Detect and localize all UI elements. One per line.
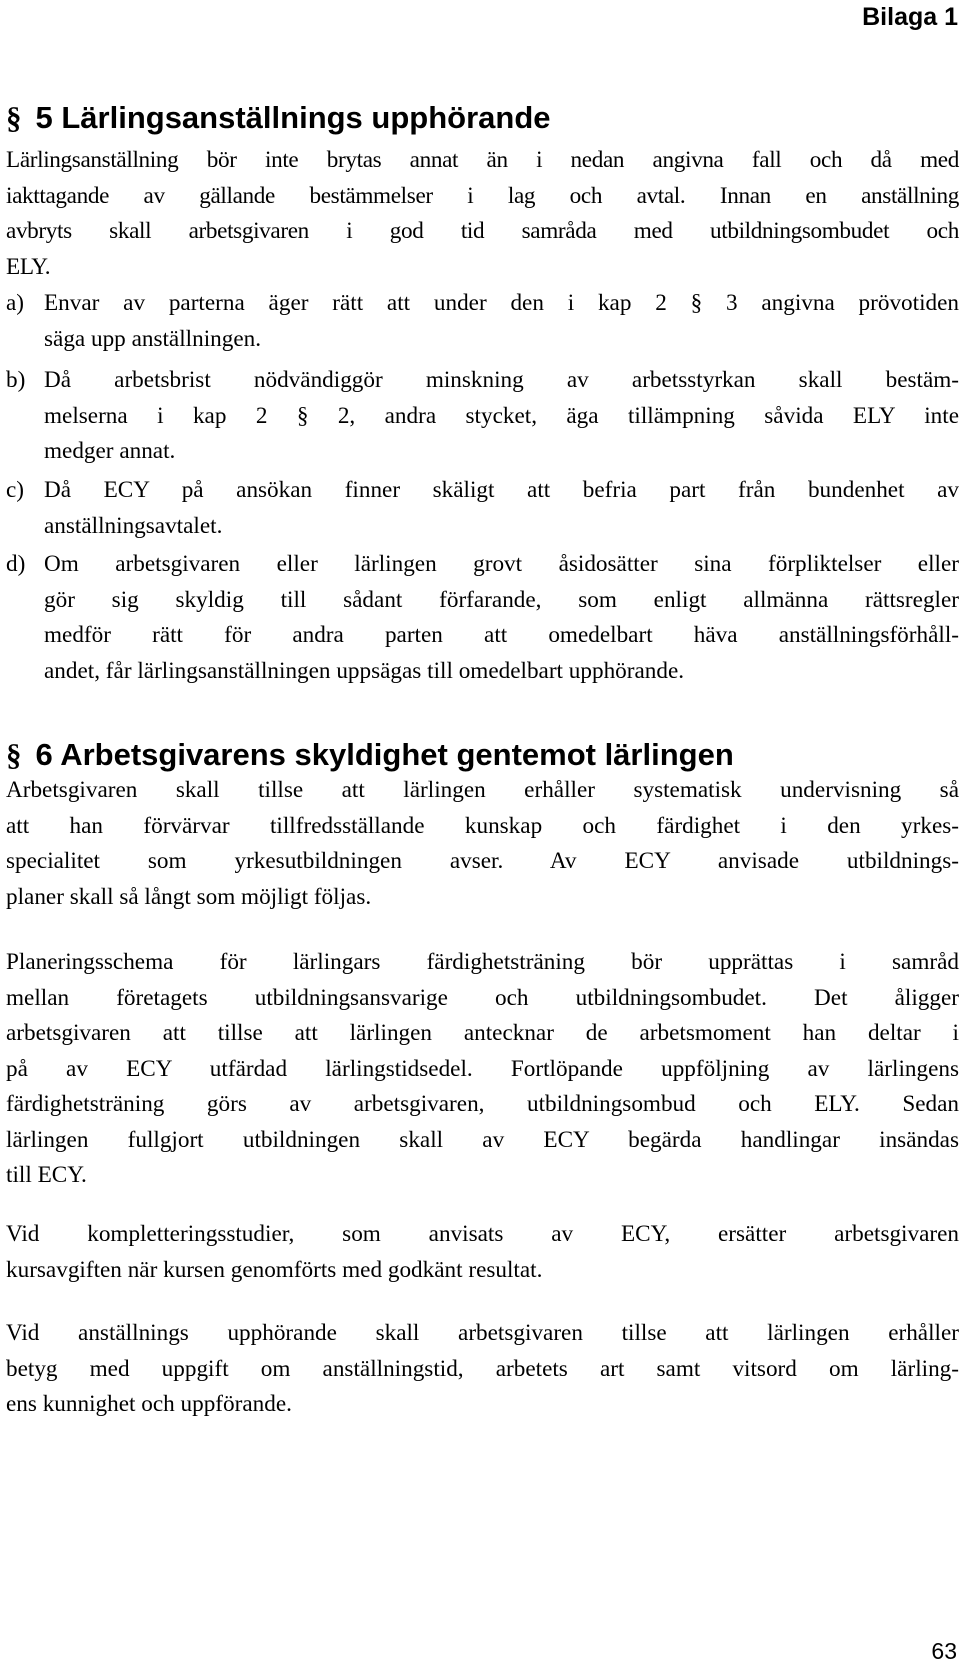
text-line: kursavgiften när kursen genomförts med godkänt resultat. [6, 1256, 543, 1283]
section-5-intro [6, 143, 959, 285]
text-line: på av ECY utfärdad lärlingstidsedel. Fortlöpande uppföljning av lärlingens [6, 1055, 959, 1082]
list-marker: c) [6, 477, 25, 503]
section-5-heading [6, 100, 551, 136]
text-line: arbetsgivaren att tillse att lärlingen antecknar de arbetsmoment han deltar i [6, 1020, 959, 1046]
text-line: färdighetsträning görs av arbetsgivaren, utbildningsombud och ELY. Sedan [6, 1091, 959, 1117]
text-line: Planeringsschema för lärlingars färdighetsträning bör upprättas i samråd [6, 949, 959, 975]
list-item-b [6, 363, 959, 470]
text-line: gör sig skyldig till sådant förfarande, som enligt allmänna rättsregler [44, 586, 959, 613]
section-6-paragraph-4 [6, 1316, 959, 1423]
text-line: Lärlingsanställning bör inte brytas annat än i nedan angivna fall och då med [6, 147, 959, 173]
text-line: melserna i kap 2 § 2, andra stycket, äga tillämpning såvida ELY inte [44, 402, 959, 429]
list-marker: d) [6, 551, 26, 577]
section-6-paragraph-2 [6, 945, 959, 1194]
list-item-c [6, 473, 959, 544]
text-line: ELY. [6, 253, 51, 280]
text-line: mellan företagets utbildningsansvarige och utbildningsombudet. Det åligger [6, 984, 959, 1011]
list-item-a [6, 286, 959, 357]
text-line: specialitet som yrkesutbildningen avser. Av ECY anvisade utbildnings- [6, 848, 959, 874]
text-line: Vid anställnings upphörande skall arbetsgivaren tillse att lärlingen erhåller [6, 1320, 959, 1346]
text-line: Om arbetsgivaren eller lärlingen grovt åsidosätter sina förpliktelser eller [44, 551, 959, 577]
text-line: Då arbetsbrist nödvändiggör minskning av arbetsstyrkan skall bestäm- [44, 367, 959, 393]
text-line: anställningsavtalet. [44, 512, 223, 539]
section-5-title: 5 Lärlingsanställnings upphörande [35, 100, 551, 135]
section-6-title: 6 Arbetsgivarens skyldighet gentemot lärlingen [35, 737, 734, 772]
text-line: medger annat. [44, 438, 176, 464]
text-line: avbryts skall arbetsgivaren i god tid samråda med utbildningsombudet och [6, 218, 959, 244]
text-line: lärlingen fullgjort utbildningen skall av ECY begärda handlingar insändas [6, 1126, 959, 1153]
text-line: till ECY. [6, 1162, 87, 1188]
text-line: andet, får lärlingsanställningen uppsägas till omedelbart upphörande. [44, 657, 685, 684]
text-line: Envar av parterna äger rätt att under den i kap 2 § 3 angivna prövotiden [44, 290, 959, 316]
section-6-paragraph-1 [6, 773, 959, 915]
section-6-heading [6, 737, 734, 773]
page-number: 63 [931, 1638, 957, 1664]
text-line: betyg med uppgift om anställningstid, arbetets art samt vitsord om lärling- [6, 1355, 959, 1382]
text-line: Vid kompletteringsstudier, som anvisats av ECY, ersätter arbetsgivaren [6, 1221, 959, 1247]
section-sign: § [6, 100, 22, 135]
text-line: Arbetsgivaren skall tillse att lärlingen erhåller systematisk undervisning så [6, 777, 959, 803]
list-item-d [6, 547, 959, 689]
section-sign: § [6, 737, 22, 772]
text-line: att han förvärvar tillfredsställande kunskap och färdighet i den yrkes- [6, 812, 959, 839]
text-line: iakttagande av gällande bestämmelser i lag och avtal. Innan en anställning [6, 182, 959, 209]
text-line: medför rätt för andra parten att omedelbart häva anställningsförhåll- [44, 622, 959, 648]
appendix-label: Bilaga 1 [862, 3, 958, 31]
list-marker: b) [6, 367, 26, 393]
text-line: Då ECY på ansökan finner skäligt att befria part från bundenhet av [44, 477, 959, 503]
text-line: ens kunnighet och uppförande. [6, 1391, 292, 1417]
text-line: säga upp anställningen. [44, 325, 262, 352]
text-line: planer skall så långt som möjligt följas. [6, 883, 372, 910]
list-marker: a) [6, 290, 25, 316]
section-6-paragraph-3 [6, 1217, 959, 1288]
